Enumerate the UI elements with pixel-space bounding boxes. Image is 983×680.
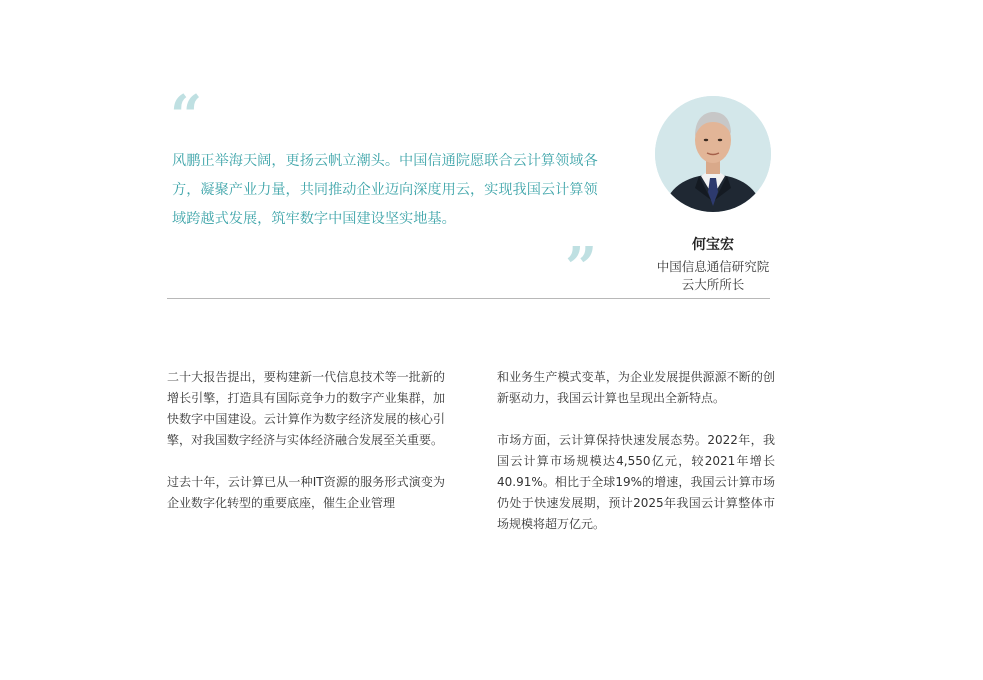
section-divider	[167, 298, 770, 299]
body-column-right	[497, 367, 775, 535]
body-paragraph: 二十大报告提出，要构建新一代信息技术等一批新的增长引擎，打造具有国际竞争力的数字产业集群，加快数字中国建设。云计算作为数字经济发展的核心引擎，对我国数字经济与实体经济融合发展至关重要。	[167, 370, 445, 447]
close-quote-mark: ”	[565, 235, 598, 301]
portrait-photo	[655, 96, 771, 212]
body-paragraph: 市场方面，云计算保持快速发展态势。2022年，我国云计算市场规模达4,550亿元，较2021年增长40.91%。相比于全球19%的增速，我国云计算市场仍处于快速发展期，预计2025年我国云计算整体市场规模将超万亿元。	[497, 433, 775, 531]
open-quote-mark: “	[170, 83, 203, 149]
person-title-position: 云大所所长	[681, 277, 745, 292]
person-title-organization: 中国信息通信研究院	[656, 259, 770, 274]
body-paragraph: 和业务生产模式变革，为企业发展提供源源不断的创新驱动力，我国云计算也呈现出全新特点。	[497, 370, 775, 405]
body-paragraph: 过去十年，云计算已从一种IT资源的服务形式演变为企业数字化转型的重要底座，催生企业管理	[167, 475, 445, 510]
portrait-illustration	[655, 96, 771, 212]
body-column-left	[167, 367, 445, 514]
quote-text: 风鹏正举海天阔，更扬云帆立潮头。中国信通院愿联合云计算领域各方，凝聚产业力量，共同推动企业迈向深度用云，实现我国云计算领域跨越式发展，筑牢数字中国建设坚实地基。	[172, 153, 598, 227]
person-name: 何宝宏	[692, 237, 734, 253]
person-title	[640, 258, 786, 294]
